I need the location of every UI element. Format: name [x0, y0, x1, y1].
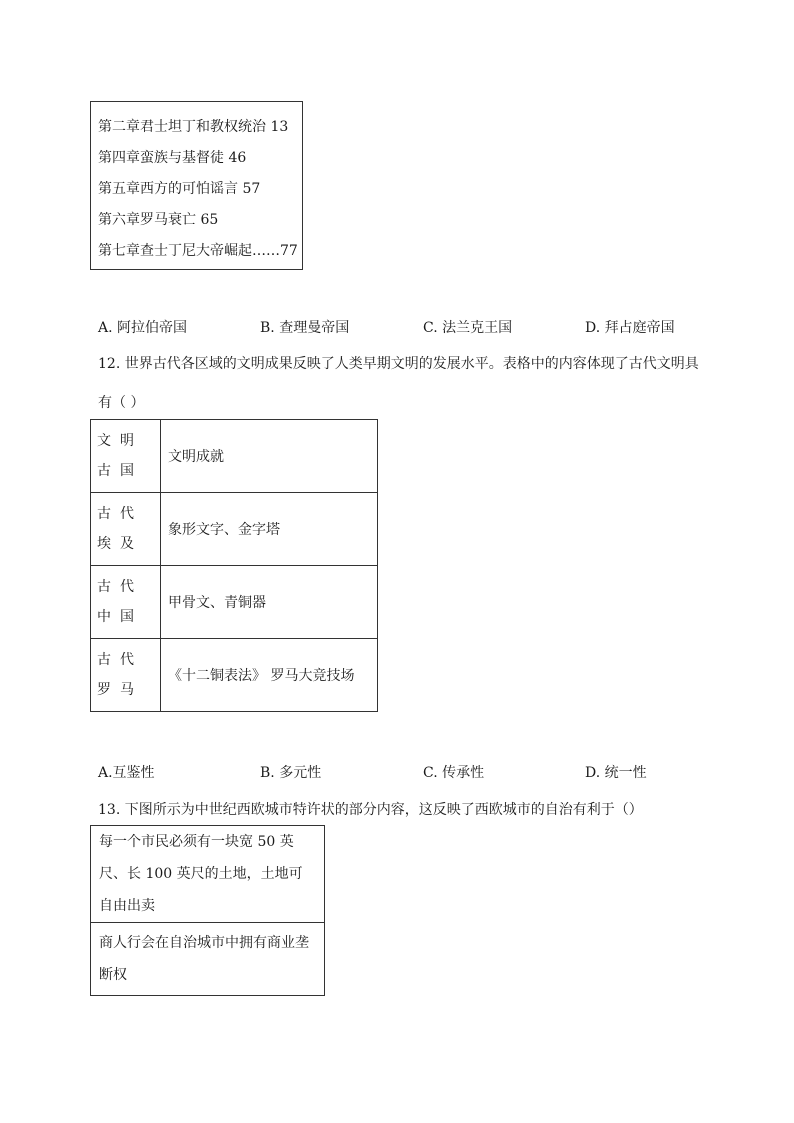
toc-line: 第六章罗马衰亡 65 [98, 212, 219, 228]
q13-charter-table [90, 825, 325, 996]
charter-cell: 商人行会在自治城市中拥有商业垄断权 [91, 923, 325, 996]
q12-table [90, 419, 378, 712]
q12-option-c[interactable]: C. 传承性 [423, 765, 485, 781]
q12-option-b[interactable]: B. 多元性 [260, 765, 322, 781]
toc-box [90, 101, 303, 270]
table-row [91, 493, 378, 566]
q13-stem: 13. 下图所示为中世纪西欧城市特许状的部分内容，这反映了西欧城市的自治有利于（） [98, 802, 643, 818]
table-header-cell: 文明古国 [91, 420, 161, 493]
toc-line: 第二章君士坦丁和教权统治 13 [98, 119, 289, 135]
table-header-cell: 文明成就 [161, 420, 378, 493]
q11-option-d[interactable]: D. 拜占庭帝国 [585, 320, 675, 336]
table-cell: 象形文字、金字塔 [161, 493, 378, 566]
q12-option-d[interactable]: D. 统一性 [585, 765, 647, 781]
table-cell: 古代中国 [91, 566, 161, 639]
table-row [91, 826, 325, 923]
table-cell: 古代罗马 [91, 639, 161, 712]
table-row [91, 923, 325, 996]
q12-stem-line2: 有（ ） [98, 395, 145, 411]
charter-cell: 每一个市民必须有一块宽 50 英尺、长 100 英尺的土地，土地可自由出卖 [91, 826, 325, 923]
table-cell: 甲骨文、青铜器 [161, 566, 378, 639]
q11-option-b[interactable]: B. 查理曼帝国 [260, 320, 350, 336]
toc-line: 第五章西方的可怕谣言 57 [98, 181, 261, 197]
table-cell: 《十二铜表法》 罗马大竞技场 [161, 639, 378, 712]
table-row [91, 639, 378, 712]
q11-option-c[interactable]: C. 法兰克王国 [423, 320, 513, 336]
q12-stem-line1: 12. 世界古代各区域的文明成果反映了人类早期文明的发展水平。表格中的内容体现了古代文明具 [98, 356, 699, 372]
q12-option-a[interactable]: A.互鉴性 [98, 765, 155, 781]
q11-option-a[interactable]: A. 阿拉伯帝国 [98, 320, 188, 336]
toc-line: 第七章查士丁尼大帝崛起……77 [98, 243, 298, 259]
table-row [91, 566, 378, 639]
toc-line: 第四章蛮族与基督徒 46 [98, 150, 247, 166]
table-row [91, 420, 378, 493]
table-cell: 古代埃及 [91, 493, 161, 566]
